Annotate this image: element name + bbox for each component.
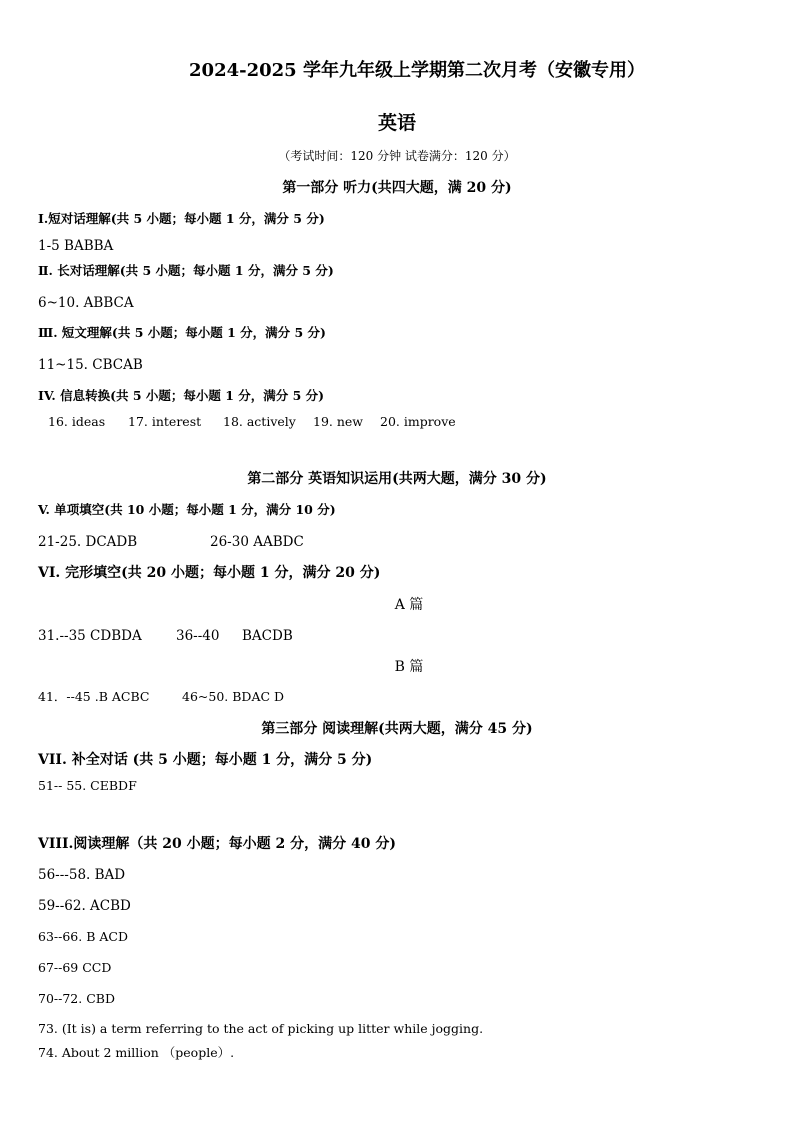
answer-20: 20. improve <box>380 414 456 429</box>
answers-46-50: 46~50. BDAC D <box>182 689 285 704</box>
section5-title: V. 单项填空(共 10 小题；每小题 1 分，满分 10 分) <box>38 502 336 517</box>
answer-73: 73. (It is) a term referring to the act of picking up litter while jogging. <box>38 1021 484 1036</box>
section6-title: VI. 完形填空(共 20 小题；每小题 1 分，满分 20 分) <box>38 565 381 581</box>
answer-19: 19. new <box>313 414 363 429</box>
section7-title: VII. 补全对话 (共 5 小题；每小题 1 分，满分 5 分) <box>38 752 373 768</box>
section1-title: Ⅰ.短对话理解(共 5 小题；每小题 1 分，满分 5 分) <box>38 211 325 226</box>
answers-36-40: BACDB <box>242 628 293 644</box>
exam-info: （考试时间：120 分钟 试卷满分：120 分） <box>278 149 516 163</box>
answers-63-66: 63--66. B ACD <box>38 929 128 944</box>
answers-21-25: 21-25. DCADB <box>38 534 138 550</box>
section4-answers <box>48 416 456 429</box>
document-title: 2024-2025 学年九年级上学期第二次月考（安徽专用） <box>189 60 645 81</box>
section1-answers: 1-5 BABBA <box>38 238 114 254</box>
section8-title: VIII.阅读理解（共 20 小题；每小题 2 分，满分 40 分) <box>38 836 396 852</box>
section2-answers: 6~10. ABBCA <box>38 295 134 311</box>
section7-answers: 51-- 55. CEBDF <box>38 778 137 793</box>
answers-41-45: 41．--45 .B ACBC <box>38 689 150 704</box>
answers-26-30: 26-30 AABDC <box>210 534 304 550</box>
part3-heading: 第三部分 阅读理解(共两大题，满分 45 分) <box>261 721 533 737</box>
section3-answers: 11~15. CBCAB <box>38 357 143 373</box>
part1-heading: 第一部分 听力(共四大题，满 20 分) <box>282 180 512 196</box>
passage-b-label: B 篇 <box>394 659 424 675</box>
part2-heading: 第二部分 英语知识运用(共两大题，满分 30 分) <box>247 471 547 487</box>
answer-16: 16. ideas <box>48 414 106 429</box>
answers-67-69: 67--69 CCD <box>38 960 112 975</box>
answers-59-62: 59--62. ACBD <box>38 898 131 914</box>
answer-74: 74. About 2 million （people）. <box>38 1045 235 1060</box>
passage-a-label: A 篇 <box>394 597 424 613</box>
answers-36-40-label: 36--40 <box>176 628 220 644</box>
answers-56-58: 56---58. BAD <box>38 867 126 883</box>
answer-18: 18. actively <box>223 414 296 429</box>
answer-17: 17. interest <box>128 414 202 429</box>
section4-title: IV. 信息转换(共 5 小题；每小题 1 分，满分 5 分) <box>38 388 325 403</box>
section5-answers <box>38 536 304 550</box>
passage-a-answers <box>38 630 293 644</box>
answers-70-72: 70--72. CBD <box>38 991 115 1006</box>
subject-heading: 英语 <box>377 112 416 134</box>
section3-title: Ⅲ. 短文理解(共 5 小题；每小题 1 分，满分 5 分) <box>38 325 326 340</box>
passage-b-answers <box>38 691 284 704</box>
answers-31-35: 31.--35 CDBDA <box>38 628 142 644</box>
section2-title: Ⅱ. 长对话理解(共 5 小题；每小题 1 分，满分 5 分) <box>38 263 334 278</box>
